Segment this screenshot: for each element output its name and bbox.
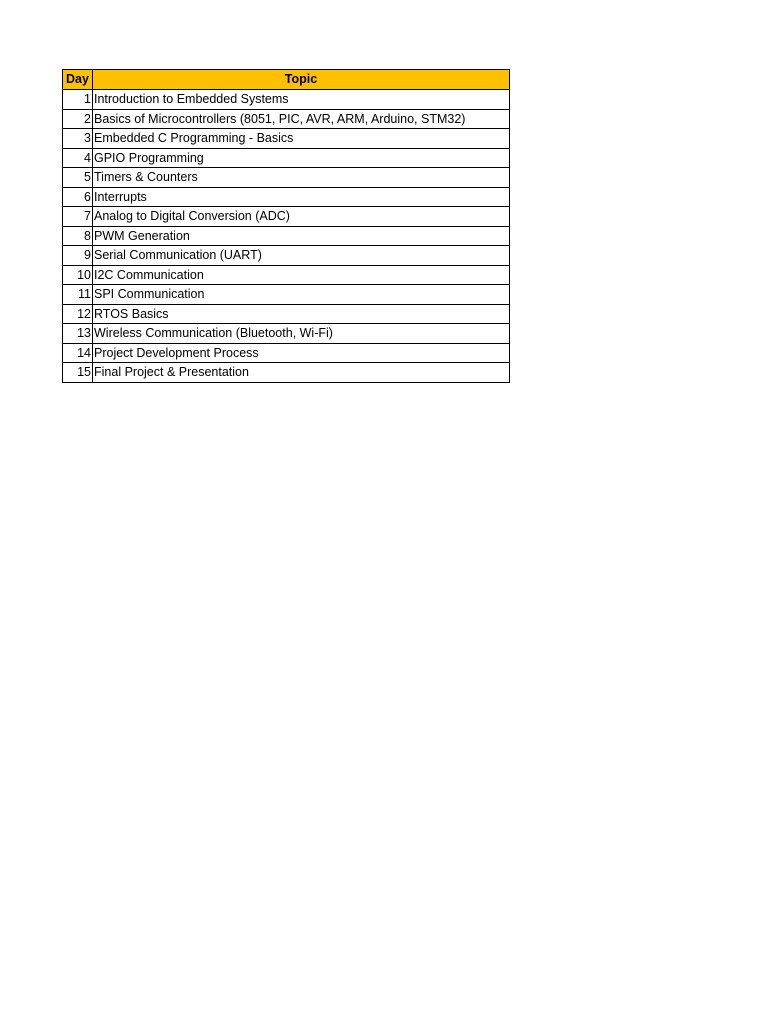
table-row [63, 246, 510, 266]
table-row [63, 148, 510, 168]
table-row [63, 304, 510, 324]
day-cell[interactable]: 7 [63, 207, 93, 227]
topic-cell[interactable]: Basics of Microcontrollers (8051, PIC, AVR, ARM, Arduino, STM32) [93, 109, 510, 129]
topic-cell[interactable]: SPI Communication [93, 285, 510, 305]
topic-cell[interactable]: Timers & Counters [93, 168, 510, 188]
day-cell[interactable]: 9 [63, 246, 93, 266]
day-cell[interactable]: 1 [63, 90, 93, 110]
topic-cell[interactable]: Interrupts [93, 187, 510, 207]
topic-cell[interactable]: Analog to Digital Conversion (ADC) [93, 207, 510, 227]
table-row [63, 285, 510, 305]
topic-cell[interactable]: PWM Generation [93, 226, 510, 246]
table-row [63, 90, 510, 110]
topic-cell[interactable]: Final Project & Presentation [93, 363, 510, 383]
course-schedule-table [62, 69, 510, 383]
day-cell[interactable]: 3 [63, 129, 93, 149]
table-row [63, 343, 510, 363]
day-cell[interactable]: 6 [63, 187, 93, 207]
column-header-topic[interactable]: Topic [93, 70, 510, 90]
day-cell[interactable]: 14 [63, 343, 93, 363]
day-cell[interactable]: 2 [63, 109, 93, 129]
table-header-row [63, 70, 510, 90]
column-header-day[interactable]: Day [63, 70, 93, 90]
table-row [63, 226, 510, 246]
table-row [63, 207, 510, 227]
spreadsheet-page [62, 69, 509, 383]
day-cell[interactable]: 15 [63, 363, 93, 383]
topic-cell[interactable]: Project Development Process [93, 343, 510, 363]
day-cell[interactable]: 8 [63, 226, 93, 246]
topic-cell[interactable]: GPIO Programming [93, 148, 510, 168]
day-cell[interactable]: 4 [63, 148, 93, 168]
topic-cell[interactable]: RTOS Basics [93, 304, 510, 324]
day-cell[interactable]: 13 [63, 324, 93, 344]
topic-cell[interactable]: I2C Communication [93, 265, 510, 285]
table-row [63, 168, 510, 188]
topic-cell[interactable]: Wireless Communication (Bluetooth, Wi-Fi) [93, 324, 510, 344]
table-row [63, 109, 510, 129]
table-body [63, 90, 510, 383]
day-cell[interactable]: 11 [63, 285, 93, 305]
topic-cell[interactable]: Serial Communication (UART) [93, 246, 510, 266]
topic-cell[interactable]: Introduction to Embedded Systems [93, 90, 510, 110]
day-cell[interactable]: 5 [63, 168, 93, 188]
table-row [63, 265, 510, 285]
day-cell[interactable]: 12 [63, 304, 93, 324]
table-row [63, 324, 510, 344]
table-row [63, 363, 510, 383]
day-cell[interactable]: 10 [63, 265, 93, 285]
topic-cell[interactable]: Embedded C Programming - Basics [93, 129, 510, 149]
table-row [63, 129, 510, 149]
table-row [63, 187, 510, 207]
